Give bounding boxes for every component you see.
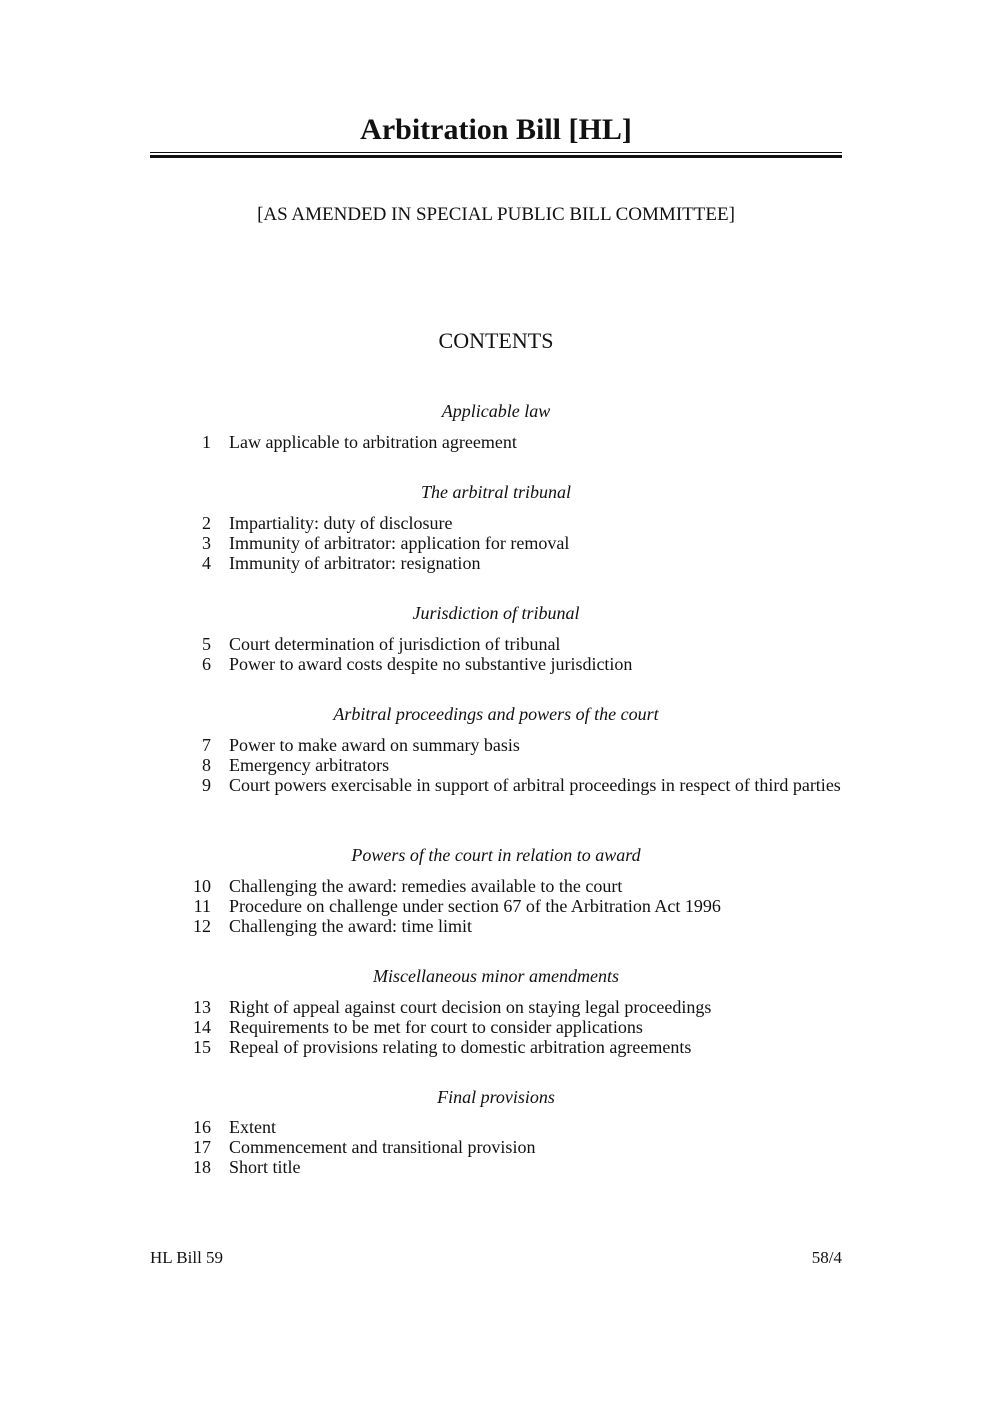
section-heading: The arbitral tribunal bbox=[420, 482, 572, 502]
entry-number: 5 bbox=[202, 634, 211, 654]
toc-entry[interactable] bbox=[180, 654, 850, 674]
entry-label: Challenging the award: remedies available to the court bbox=[229, 876, 623, 896]
section-heading: Applicable law bbox=[441, 401, 551, 421]
entry-number: 4 bbox=[202, 553, 211, 573]
entry-number: 6 bbox=[202, 654, 211, 674]
toc-entry[interactable] bbox=[180, 896, 850, 916]
entry-label: Power to make award on summary basis bbox=[229, 735, 520, 755]
entry-label: Immunity of arbitrator: application for removal bbox=[229, 533, 570, 553]
section-heading: Jurisdiction of tribunal bbox=[412, 603, 580, 623]
toc-entry[interactable] bbox=[180, 1017, 850, 1037]
toc-entry[interactable] bbox=[180, 1157, 850, 1177]
entry-label: Requirements to be met for court to consider applications bbox=[229, 1017, 643, 1037]
toc-entry[interactable] bbox=[180, 997, 850, 1017]
entry-number: 2 bbox=[202, 513, 211, 533]
toc-entry[interactable] bbox=[180, 916, 850, 936]
entry-number: 7 bbox=[202, 735, 211, 755]
amendment-subtitle: [AS AMENDED IN SPECIAL PUBLIC BILL COMMITTEE] bbox=[257, 204, 735, 225]
entry-number: 11 bbox=[193, 896, 211, 916]
bill-number: HL Bill 59 bbox=[150, 1248, 224, 1267]
section-heading: Arbitral proceedings and powers of the court bbox=[333, 704, 659, 724]
entry-label: Repeal of provisions relating to domestic arbitration agreements bbox=[229, 1037, 692, 1057]
section-heading: Final provisions bbox=[437, 1087, 555, 1107]
entry-number: 14 bbox=[193, 1017, 211, 1037]
entry-label: Power to award costs despite no substantive jurisdiction bbox=[229, 654, 633, 674]
entry-label: Right of appeal against court decision on staying legal proceedings bbox=[229, 997, 712, 1017]
toc-entry[interactable] bbox=[180, 533, 850, 553]
toc-entry[interactable] bbox=[180, 432, 850, 452]
entry-number: 8 bbox=[202, 755, 211, 775]
entry-number: 3 bbox=[202, 533, 211, 553]
toc-entry[interactable] bbox=[180, 735, 850, 755]
title-rule-thin bbox=[150, 152, 842, 153]
entry-number: 13 bbox=[193, 997, 211, 1017]
entry-number: 9 bbox=[202, 775, 211, 795]
toc-entry[interactable] bbox=[180, 1137, 850, 1157]
toc-entry[interactable] bbox=[180, 634, 850, 654]
toc-entry[interactable] bbox=[180, 553, 850, 573]
toc-entry[interactable] bbox=[180, 513, 850, 533]
entry-number: 18 bbox=[193, 1157, 211, 1177]
entry-label: Challenging the award: time limit bbox=[229, 916, 472, 936]
entry-label: Court determination of jurisdiction of tribunal bbox=[229, 634, 561, 654]
entry-number: 12 bbox=[193, 916, 211, 936]
entry-label: Impartiality: duty of disclosure bbox=[229, 513, 453, 533]
title-rule-thick bbox=[150, 155, 842, 158]
entry-number: 17 bbox=[193, 1137, 211, 1157]
toc-entry[interactable] bbox=[180, 1037, 850, 1057]
toc-entry[interactable] bbox=[180, 755, 850, 775]
entry-label: Extent bbox=[229, 1117, 276, 1137]
entry-number: 10 bbox=[193, 876, 211, 896]
bill-title: Arbitration Bill [HL] bbox=[360, 113, 632, 146]
section-heading: Miscellaneous minor amendments bbox=[373, 966, 619, 986]
toc-entry[interactable] bbox=[180, 876, 850, 896]
contents-heading: CONTENTS bbox=[438, 328, 554, 353]
entry-label: Short title bbox=[229, 1157, 301, 1177]
section-heading: Powers of the court in relation to award bbox=[351, 845, 641, 865]
bill-reference: 58/4 bbox=[811, 1248, 842, 1267]
entry-label: Law applicable to arbitration agreement bbox=[229, 432, 517, 452]
entry-label: Commencement and transitional provision bbox=[229, 1137, 536, 1157]
entry-number: 15 bbox=[193, 1037, 211, 1057]
entry-label: Procedure on challenge under section 67 of the Arbitration Act 1996 bbox=[229, 896, 721, 916]
entry-number: 16 bbox=[193, 1117, 211, 1137]
toc-entry[interactable] bbox=[180, 1117, 850, 1137]
entry-label: Court powers exercisable in support of arbitral proceedings in respect of third parties bbox=[229, 775, 841, 795]
toc-entry[interactable] bbox=[180, 775, 850, 795]
entry-label: Immunity of arbitrator: resignation bbox=[229, 553, 481, 573]
entry-label: Emergency arbitrators bbox=[229, 755, 390, 775]
entry-number: 1 bbox=[202, 432, 211, 452]
